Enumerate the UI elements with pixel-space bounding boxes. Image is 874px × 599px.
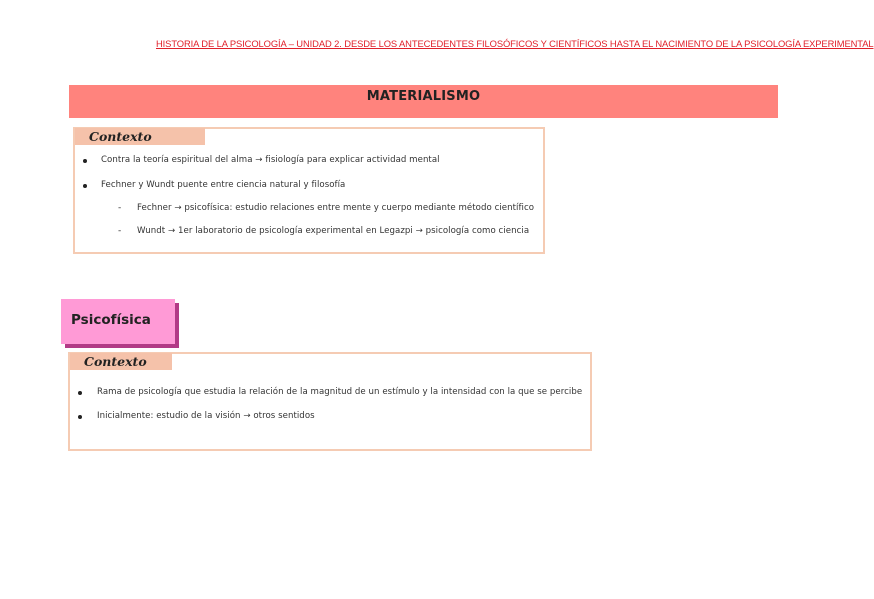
psicofisica-title: Psicofísica [71, 312, 151, 328]
dash-marker: - [118, 226, 122, 236]
contexto-tab: Contexto [75, 128, 205, 145]
materialismo-contexto-box [73, 127, 545, 254]
materialismo-title: MATERIALISMO [366, 89, 481, 104]
psicofisica-contexto-box [68, 352, 592, 451]
list-item: Rama de psicología que estudia la relación de la magnitud de un estímulo y la intensidad con la que se percibe [97, 387, 583, 397]
dash-marker: - [118, 203, 122, 213]
bullet-icon [83, 159, 87, 163]
sub-list-item: Wundt → 1er laboratorio de psicología experimental en Legazpi → psicología como ciencia [137, 226, 530, 236]
page-header: HISTORIA DE LA PSICOLOGÍA – UNIDAD 2. DESDE LOS ANTECEDENTES FILOSÓFICOS Y CIENTÍFICOS HASTA EL NACIMIENTO DE LA PSICOLOGÍA EXPERIMENTAL [156, 38, 874, 49]
bullet-icon [78, 391, 82, 395]
list-item: Contra la teoría espiritual del alma → fisiología para explicar actividad mental [101, 155, 440, 165]
list-item: Inicialmente: estudio de la visión → otros sentidos [97, 411, 315, 421]
contexto-tab: Contexto [70, 353, 172, 370]
bullet-icon [83, 184, 87, 188]
sub-list-item: Fechner → psicofísica: estudio relaciones entre mente y cuerpo mediante método científico [137, 203, 535, 213]
list-item: Fechner y Wundt puente entre ciencia natural y filosofía [101, 180, 346, 190]
psicofisica-section-tag [61, 299, 175, 344]
bullet-icon [78, 415, 82, 419]
materialismo-title-bar [69, 85, 778, 118]
